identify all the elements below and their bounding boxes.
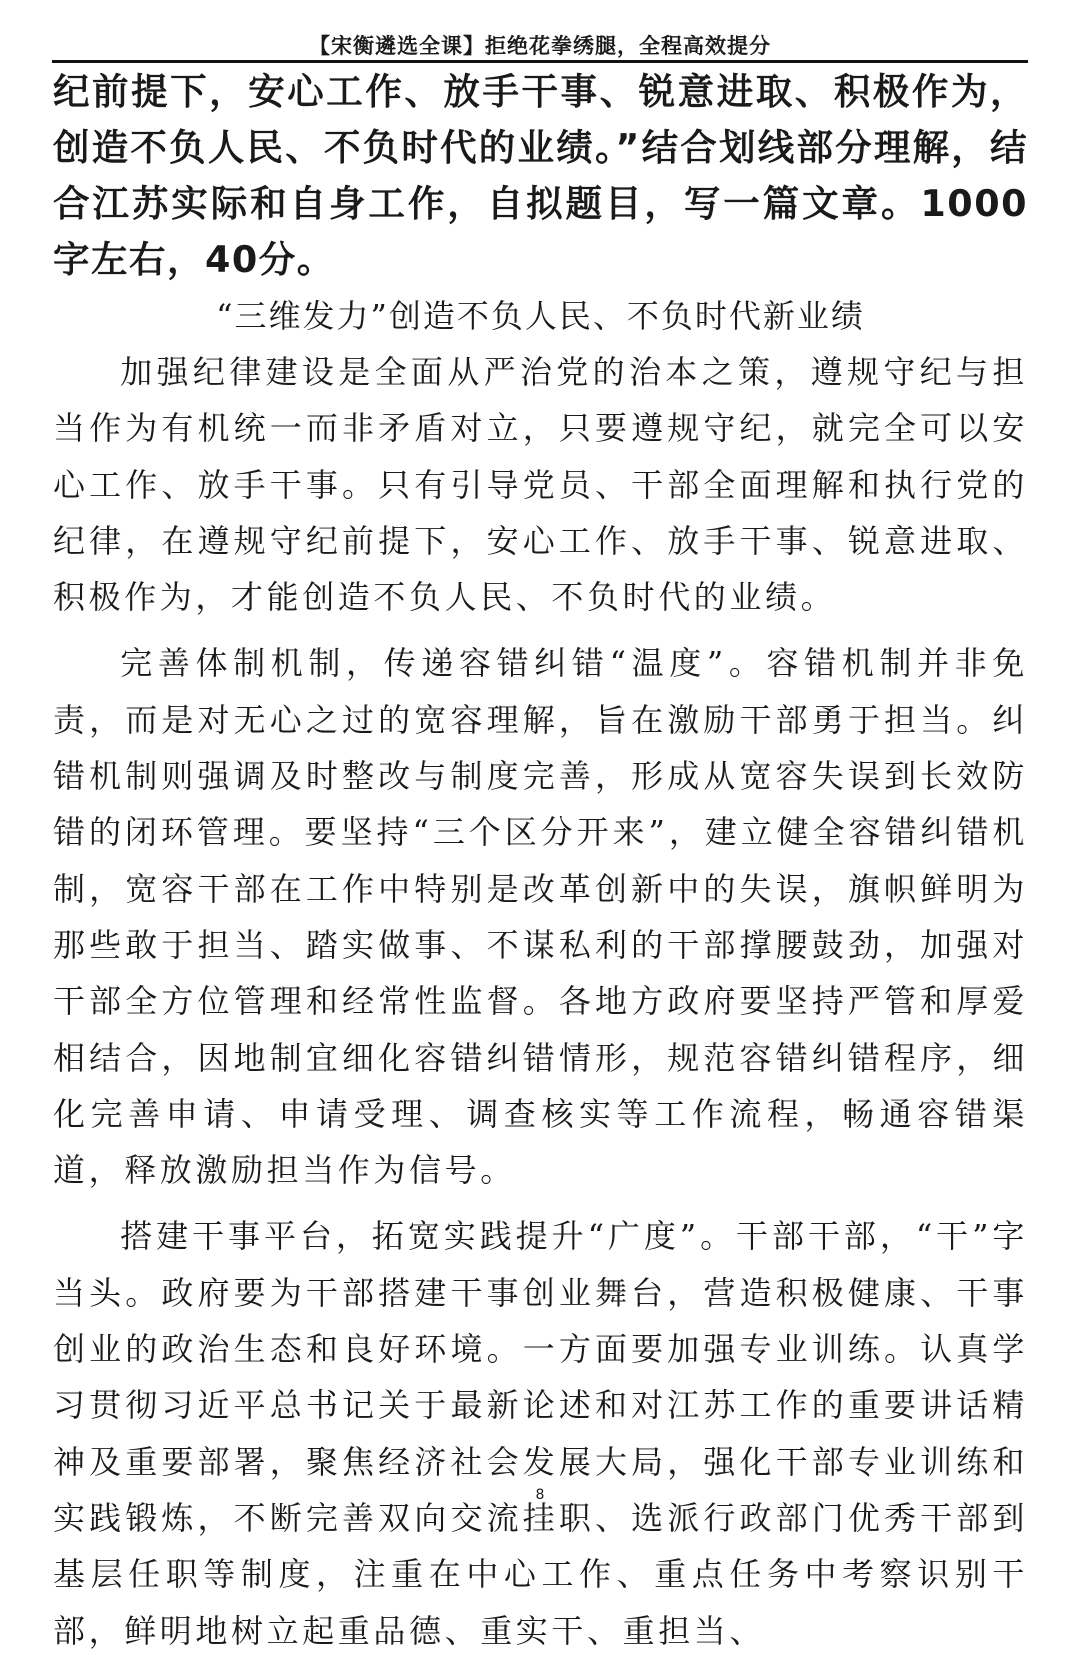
prompt-text: 纪前提下，安心工作、放手干事、锐意进取、积极作为，创造不负人民、不负时代的业绩。”结合划线部分理解，结合江苏实际和自身工作，自拟题目，写一篇文章。1000字左右，40分。 (53, 70, 1028, 281)
page-number: 8 (535, 1487, 545, 1503)
essay-title: “三维发力”创造不负人民、不负时代新业绩 (216, 297, 865, 335)
essay-paragraph-3: 搭建干事平台，拓宽实践提升“广度”。干部干部，“干”字当头。政府要为干部搭建干事创业舞台，营造积极健康、干事创业的政治生态和良好环境。一方面要加强专业训练。认真学习贯彻习近平总书记关于最新论述和对江苏工作的重要讲话精神及重要部署，聚焦经济社会发展大局，强化干部专业训练和实践锻炼，不断完善双向交流挂职、选派行政部门优秀干部到基层任职等制度，注重在中心工作、重点任务中考察识别干部，鲜明地树立起重品德、重实干、重担当、 (53, 1217, 1028, 1650)
essay-paragraph-1: 加强纪律建设是全面从严治党的治本之策，遵规守纪与担当作为有机统一而非矛盾对立，只要遵规守纪，就完全可以安心工作、放手干事。只有引导党员、干部全面理解和执行党的纪律，在遵规守纪前提下，安心工作、放手干事、锐意进取、积极作为，才能创造不负人民、不负时代的业绩。 (53, 353, 1028, 617)
essay-paragraph-2: 完善体制机制，传递容错纠错“温度”。容错机制并非免责，而是对无心之过的宽容理解，旨在激励干部勇于担当。纠错机制则强调及时整改与制度完善，形成从宽容失误到长效防错的闭环管理。要坚持“三个区分开来”，建立健全容错纠错机制，宽容干部在工作中特别是改革创新中的失误，旗帜鲜明为那些敢于担当、踏实做事、不谋私利的干部撑腰鼓劲，加强对干部全方位管理和经常性监督。各地方政府要坚持严管和厚爱相结合，因地制宜细化容错纠错情形，规范容错纠错程序，细化完善申请、申请受理、调查核实等工作流程，畅通容错渠道，释放激励担当作为信号。 (53, 644, 1028, 1190)
page-header: 【宋衡遴选全课】拒绝花拳绣腿，全程高效提分 (309, 34, 771, 58)
header-divider (52, 60, 1028, 63)
document-body (53, 64, 1028, 1669)
